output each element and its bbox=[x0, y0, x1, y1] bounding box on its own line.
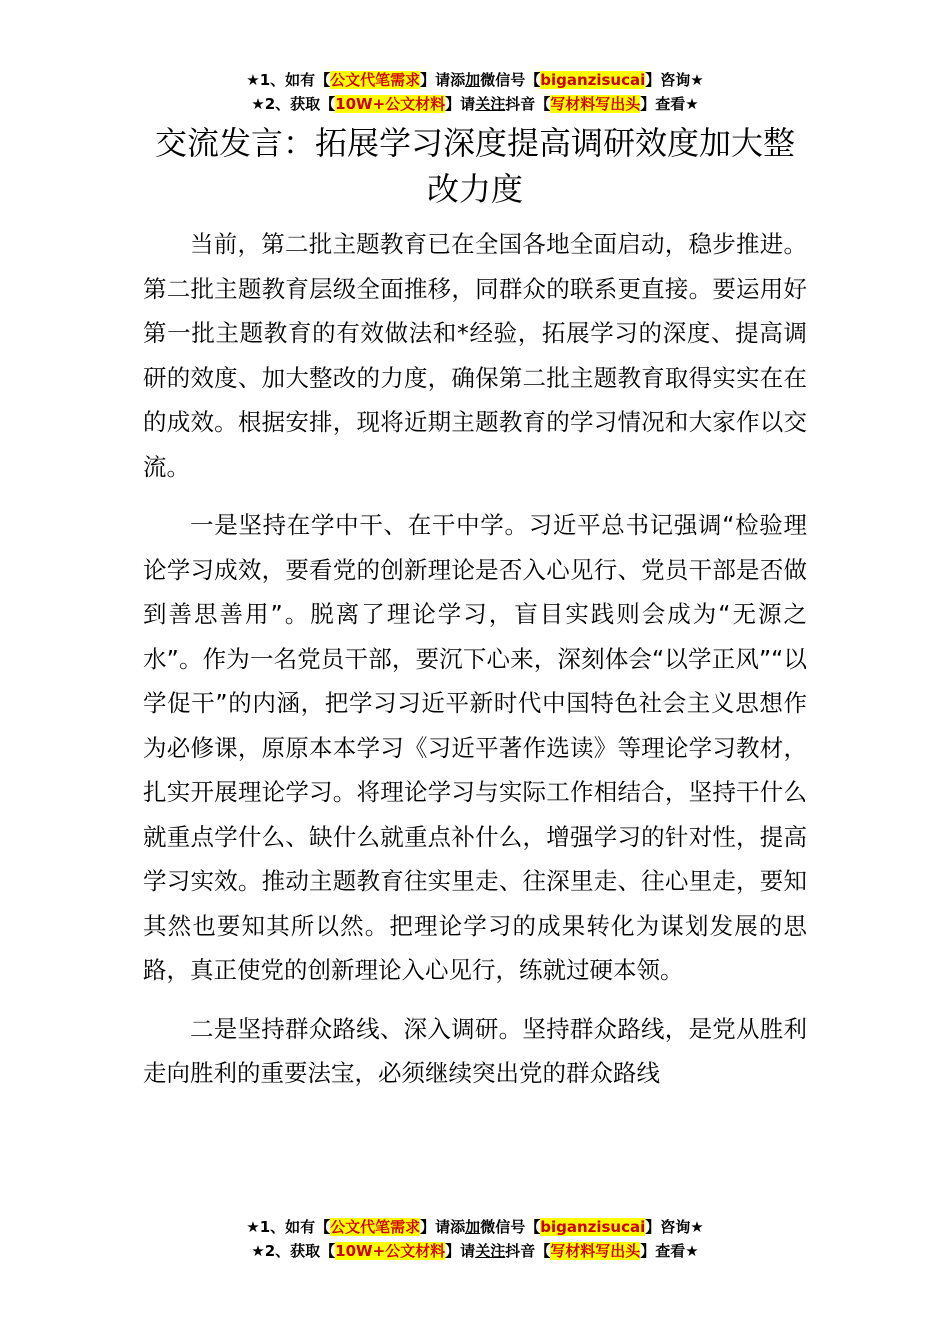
star-icon: ★ bbox=[251, 95, 265, 113]
promo-text: 抖音【 bbox=[505, 1242, 551, 1260]
promo-underlined: 加 bbox=[465, 71, 481, 89]
promo-line-2 bbox=[0, 92, 950, 116]
star-icon: ★ bbox=[690, 1218, 704, 1236]
star-icon: ★ bbox=[251, 1242, 265, 1260]
promo-underlined: 关注 bbox=[475, 95, 506, 113]
promo-text: 1、如有【 bbox=[259, 1218, 331, 1236]
promo-text: 】请添 bbox=[420, 1218, 466, 1236]
promo-text: 】查看 bbox=[640, 95, 686, 113]
promo-text: 】查看 bbox=[640, 1242, 686, 1260]
promo-line-1 bbox=[0, 1215, 950, 1239]
paragraph-point-two: 二是坚持群众路线、深入调研。坚持群众路线，是党从胜利走向胜利的重要法宝，必须继续突出党的群众路线 bbox=[143, 1014, 807, 1087]
promo-line-2 bbox=[0, 1239, 950, 1263]
star-icon: ★ bbox=[246, 71, 260, 89]
promo-underlined: 加 bbox=[465, 1218, 481, 1236]
document-title: 交流发言：拓展学习深度提高调研效度加大整改力度 bbox=[154, 124, 795, 208]
header-promo-banner bbox=[0, 68, 950, 116]
document-body bbox=[143, 222, 807, 1110]
promo-text: 微信号【 bbox=[480, 71, 541, 89]
promo-text: 】请 bbox=[445, 1242, 476, 1260]
paragraph-intro: 当前，第二批主题教育已在全国各地全面启动，稳步推进。第二批主题教育层级全面推移，同群众的联系更直接。要运用好第一批主题教育的有效做法和*经验，拓展学习的深度、提高调研的效度、加大整改的力度，确保第二批主题教育取得实实在在的成效。根据安排，现将近期主题教育的学习情况和大家作以交流。 bbox=[143, 230, 807, 481]
promo-line-1 bbox=[0, 68, 950, 92]
promo-text: 】咨询 bbox=[645, 71, 691, 89]
highlight-douyin-account: 写材料写出头 bbox=[550, 95, 641, 113]
highlight-ghostwriting: 公文代笔需求 bbox=[330, 71, 421, 89]
promo-underlined: 关注 bbox=[475, 1242, 506, 1260]
highlight-materials: 10W+公文材料 bbox=[335, 1242, 446, 1260]
promo-text: 】请 bbox=[445, 95, 476, 113]
star-icon: ★ bbox=[685, 95, 699, 113]
paragraph-point-one: 一是坚持在学中干、在干中学。习近平总书记强调“检验理论学习成效，要看党的创新理论是否入心见行、党员干部是否做到善思善用”。脱离了理论学习，盲目实践则会成为“无源之水”。作为一名党员干部，要沉下心来，深刻体会“以学正风”“以学促干”的内涵，把学习习近平新时代中国特色社会主义思想作为必修课，原原本本学习《习近平著作选读》等理论学习教材，扎实开展理论学习。将理论学习与实际工作相结合，坚持干什么就重点学什么、缺什么就重点补什么，增强学习的针对性，提高学习实效。推动主题教育往实里走、往深里走、往心里走，要知其然也要知其所以然。把理论学习的成果转化为谋划发展的思路，真正使党的创新理论入心见行，练就过硬本领。 bbox=[143, 511, 807, 984]
star-icon: ★ bbox=[246, 1218, 260, 1236]
star-icon: ★ bbox=[690, 71, 704, 89]
highlight-douyin-account: 写材料写出头 bbox=[550, 1242, 641, 1260]
promo-text: 】请添 bbox=[420, 71, 466, 89]
promo-text: 】咨询 bbox=[645, 1218, 691, 1236]
promo-text: 2、获取【 bbox=[264, 95, 336, 113]
star-icon: ★ bbox=[685, 1242, 699, 1260]
promo-text: 1、如有【 bbox=[259, 71, 331, 89]
promo-text: 抖音【 bbox=[505, 95, 551, 113]
promo-text: 微信号【 bbox=[480, 1218, 541, 1236]
highlight-ghostwriting: 公文代笔需求 bbox=[330, 1218, 421, 1236]
footer-promo-banner bbox=[0, 1215, 950, 1263]
highlight-materials: 10W+公文材料 bbox=[335, 95, 446, 113]
highlight-wechat-id: biganzisucai bbox=[540, 1218, 646, 1236]
promo-text: 2、获取【 bbox=[264, 1242, 336, 1260]
highlight-wechat-id: biganzisucai bbox=[540, 71, 646, 89]
